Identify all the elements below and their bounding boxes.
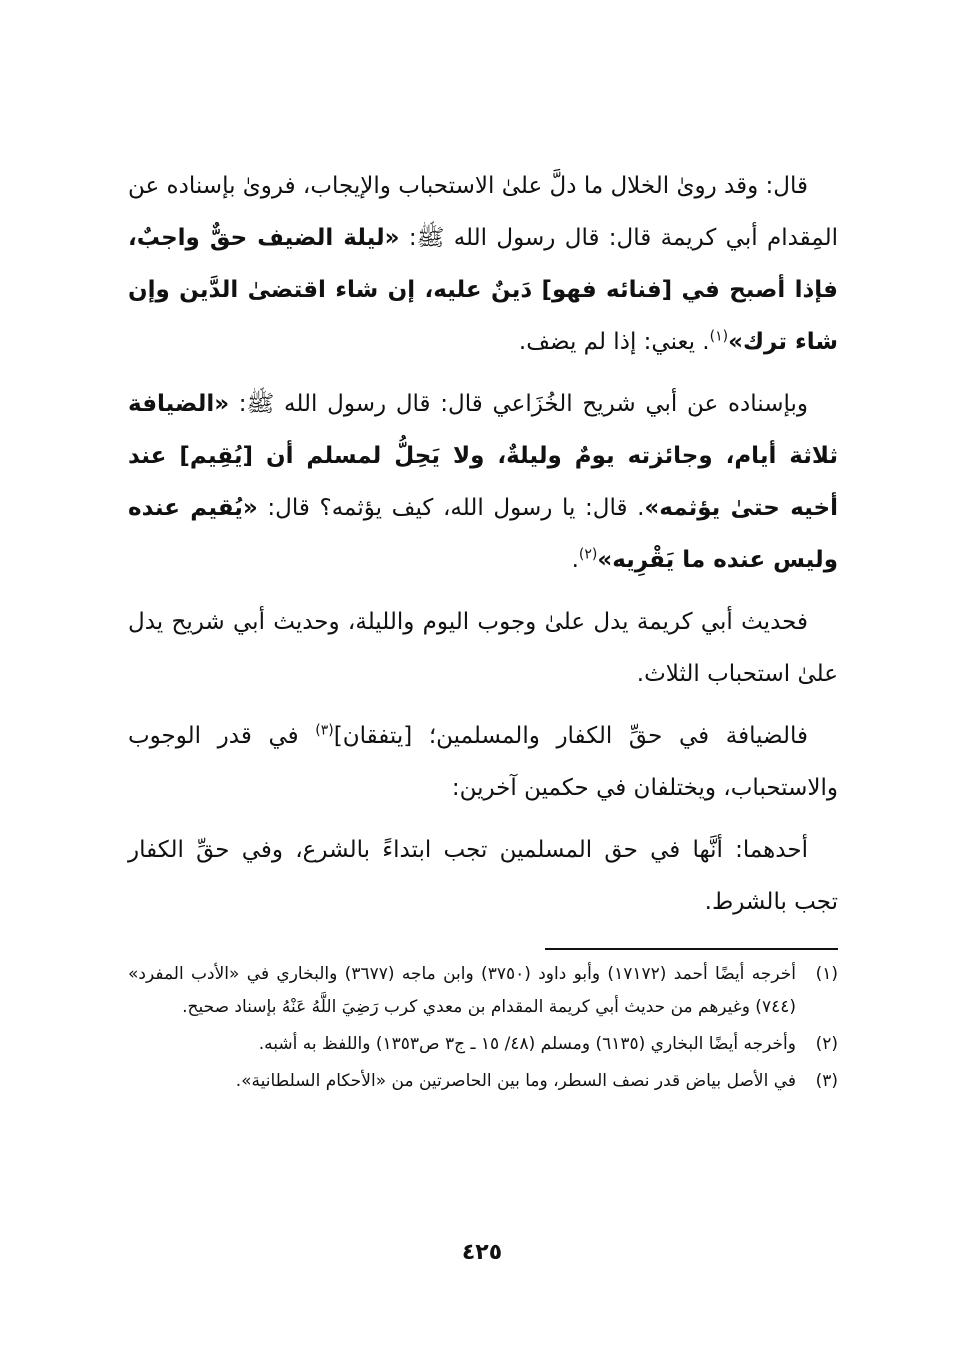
footnote-ref-1[interactable]: (١) [709, 328, 729, 345]
paragraph-5: أحدهما: أنَّها في حق المسلمين تجب ابتداءً بالشرع، وفي حقِّ الكفار تجب بالشرط. [128, 837, 838, 915]
footnote-text: وأخرجه أيضًا البخاري (٦١٣٥) ومسلم (٤٨/ ١٥ ـ ج٣ ص١٣٥٣) واللفظ به أشبه. [258, 1034, 796, 1054]
footnote-ref-3[interactable]: (٣) [315, 722, 334, 739]
footnote-divider [545, 948, 838, 950]
footnote-2 [128, 1028, 838, 1061]
hadith-quote-1: «ليلة الضيف حقٌّ واجبٌ، فإذا أصبح في [فنائه فهو] دَينٌ عليه، إن شاء اقتضىٰ الدَّين وإن شاء ترك» [128, 225, 838, 355]
paragraph-1-tail: . يعني: إذا لم يضف. [518, 329, 710, 355]
footnote-3 [128, 1065, 838, 1098]
paragraph-1-intro: قال: وقد روىٰ الخلال ما دلَّ علىٰ الاستحباب والإيجاب، فروىٰ بإسناده عن المِقدام أبي كريمة قال: قال رسول الله ﷺ: [128, 173, 838, 251]
footnote-number: (٣) [815, 1071, 838, 1091]
footnote-1 [128, 958, 838, 1024]
paragraph-4-tail: في قدر الوجوب والاستحباب، ويختلفان في حكمين آخرين: [128, 723, 838, 801]
footnote-text: في الأصل بياض قدر نصف السطر، وما بين الحاصرتين من «الأحكام السلطانية». [235, 1071, 796, 1091]
paragraph-2 [128, 378, 838, 586]
paragraph-3: فحديث أبي كريمة يدل علىٰ وجوب اليوم والليلة، وحديث أبي شريح يدل علىٰ استحباب الثلاث. [128, 609, 838, 687]
page-number: ٤٢٥ [461, 1240, 503, 1265]
paragraph-2-mid: . قال: يا رسول الله، كيف يؤثمه؟ قال: [257, 495, 645, 521]
paragraph-1 [128, 160, 838, 368]
footnote-number: (٢) [815, 1034, 838, 1054]
footnotes [128, 958, 838, 1102]
footnote-ref-2[interactable]: (٢) [578, 546, 598, 563]
main-text [128, 160, 838, 938]
footnote-text: أخرجه أيضًا أحمد (١٧١٧٢) وأبو داود (٣٧٥٠) وابن ماجه (٣٦٧٧) والبخاري في «الأدب المفرد» (٧٤٤) وغيرهم من حديث أبي كريمة المقدام بن معدي كرب رَضِيَ اللَّهُ عَنْهُ بإسناد صحيح. [128, 964, 796, 1017]
hadith-quote-2: «الضيافة ثلاثة أيام، وجائزته يومٌ وليلةٌ، ولا يَحِلُّ لمسلم أن [يُقِيم] عند أخيه حتىٰ يؤثمه» [128, 391, 838, 521]
footnote-number: (١) [815, 964, 838, 984]
hadith-quote-3: «يُقيم عنده وليس عنده ما يَقْرِيه» [128, 495, 838, 573]
paragraph-4-intro: فالضيافة في حقِّ الكفار والمسلمين؛ [يتفقان] [333, 723, 808, 749]
paragraph-4 [128, 710, 838, 814]
paragraph-2-intro: وبإسناده عن أبي شريح الخُزَاعي قال: قال رسول الله ﷺ: [229, 391, 808, 417]
paragraph-2-tail: . [571, 547, 579, 573]
